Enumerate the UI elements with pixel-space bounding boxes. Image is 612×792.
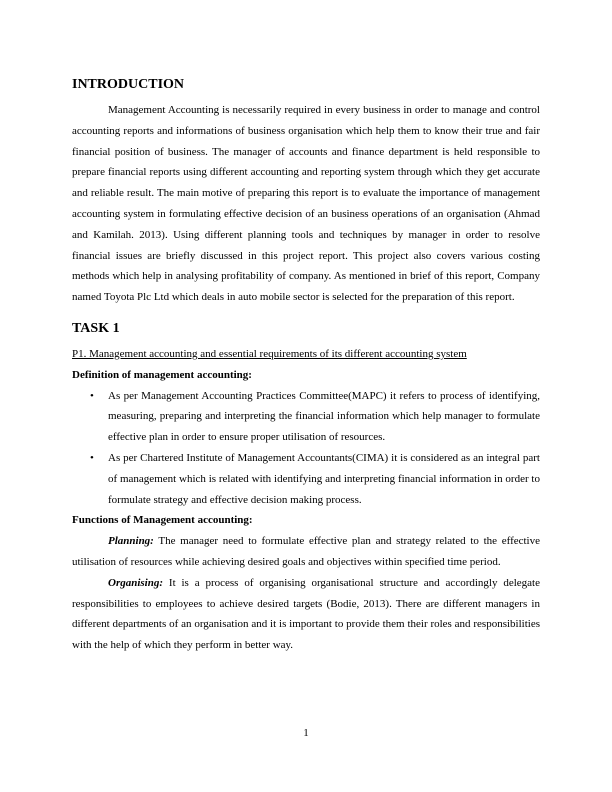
function-organising-paragraph xyxy=(72,573,540,656)
introduction-paragraph: Management Accounting is necessarily required in every business in order to manage and control accounting reports and informations of business organisation which help them to know their true and fair financial position of business. The manager of accounts and finance department is held responsible to prepare financial reports using different accounting and reporting system through which they get accurate and reliable result. The main motive of preparing this report is to evaluate the importance of management accounting system in formulating effective decision of an business operations of an organisation (Ahmad and Kamilah. 2013). Using different planning tools and techniques by manager in order to resolve financial issues are briefly discussed in this project report. This project also covers various costing methods which help in analysing profitability of company. As mentioned in brief of this report, Company named Toyota Plc Ltd which deals in auto mobile sector is selected for the preparation of this report. xyxy=(72,104,540,304)
function-text: It is a process of organising organisational structure and accordingly delegate responsibilities to employees to achieve desired targets (Bodie, 2013). There are different managers in different departments of an organisation and it is important to provide them their roles and responsibilities with the help of which they perform in better way. xyxy=(72,576,540,652)
functions-label: Functions of Management accounting: xyxy=(72,514,253,527)
document-page xyxy=(72,76,540,656)
bullet-icon: • xyxy=(90,389,94,402)
function-planning-paragraph xyxy=(72,531,540,573)
function-term: Organising: xyxy=(108,576,164,589)
list-item-text: As per Chartered Institute of Management Accountants(CIMA) it is considered as an integral part of management which is related with identifying and interpreting financial information in order to formulate strategy and effective decision making process. xyxy=(108,451,540,506)
page-number: 1 xyxy=(303,727,309,739)
list-item xyxy=(72,386,540,448)
function-text: The manager need to formulate effective plan and strategy related to the effective utilisation of resources while achieving desired goals and objectives within specified time period. xyxy=(72,535,540,568)
section-spacer xyxy=(72,308,540,316)
list-item-text: As per Management Accounting Practices Committee(MAPC) it refers to process of identifying, measuring, preparing and interpreting the financial information which help manager to formulate effective plan in order to ensure proper utilisation of resources. xyxy=(108,389,540,444)
function-term: Planning: xyxy=(108,535,154,548)
definition-label: Definition of management accounting: xyxy=(72,368,252,381)
definition-list xyxy=(72,386,540,511)
bullet-icon: • xyxy=(90,451,94,464)
list-item xyxy=(72,448,540,510)
task-1-subheading: P1. Management accounting and essential requirements of its different accounting system xyxy=(72,347,467,360)
task-1-heading: TASK 1 xyxy=(72,320,120,336)
introduction-heading: INTRODUCTION xyxy=(72,77,185,92)
